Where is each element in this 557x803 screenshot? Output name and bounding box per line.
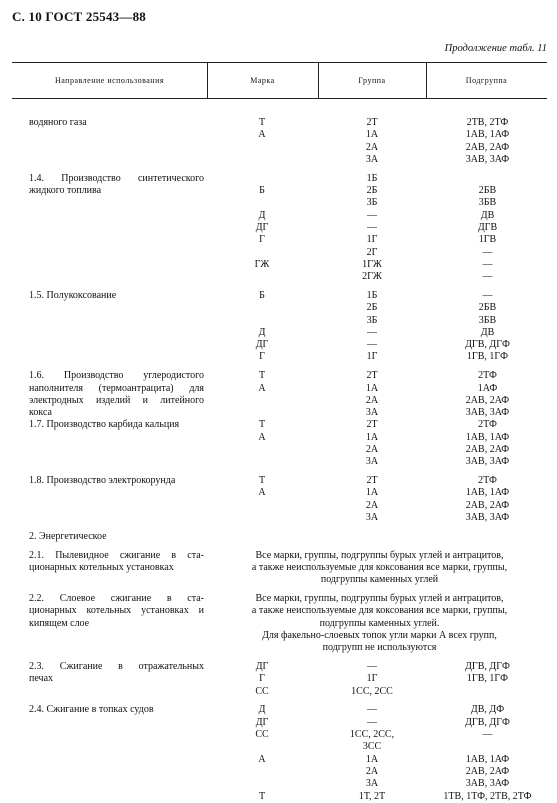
marka-cell: ДГ (255, 221, 269, 233)
usage-cell: 1.7. Производство карбида кальция (29, 419, 180, 431)
usage-cell: 2.1. Пылевидное сжигание в ста- (29, 549, 204, 561)
table-row (12, 444, 547, 456)
usage-cell: 2. Энергетическое (29, 530, 107, 542)
table-row (12, 791, 547, 803)
podgruppa-cell: 1АВ, 1АФ (465, 129, 510, 141)
marka-cell: А (258, 129, 266, 141)
table-row (12, 370, 547, 382)
marka-cell: ДГ (255, 661, 269, 672)
marka-cell: Б (259, 185, 265, 196)
table-row (12, 456, 547, 468)
podgruppa-cell: 3БВ (478, 197, 497, 209)
table-row (12, 129, 547, 141)
marka-cell: Т (258, 117, 266, 128)
podgruppa-cell: 3АВ, 3АФ (465, 153, 510, 165)
table-row (12, 173, 547, 185)
table-row (12, 475, 547, 487)
marka-cell: Г (259, 234, 265, 246)
table-row (12, 222, 547, 234)
table-row (12, 531, 547, 543)
table-row (12, 741, 547, 753)
gruppa-cell: — (367, 326, 377, 338)
gruppa-cell: 2Г (366, 246, 378, 258)
usage-cell: 1.4. Производство синтетического (29, 172, 204, 184)
podgruppa-cell: 1ГВ (478, 234, 497, 246)
podgruppa-cell: 2АВ, 2АФ (465, 444, 510, 455)
table-row (12, 117, 547, 129)
podgruppa-cell: 2АВ, 2АФ (465, 499, 510, 511)
usage-cell: наполнителя (термоантрацита) для (29, 382, 204, 394)
podgruppa-cell: 1АВ, 1АФ (465, 753, 510, 765)
usage-cell: 2.3. Сжигание в отражательных (29, 661, 204, 672)
usage-cell: 2.2. Слоевое сжигание в ста- (29, 593, 204, 604)
gruppa-cell: 1А (365, 129, 379, 141)
gruppa-cell: 3А (365, 456, 379, 468)
table-row (12, 290, 547, 302)
merged-cell: Все марки, группы, подгруппы бурых углей и антрацитов, (255, 549, 504, 561)
gruppa-cell: 1Б (366, 172, 378, 184)
podgruppa-cell: 3АВ, 3АФ (465, 407, 510, 419)
usage-cell: 1.5. Полукоксование (29, 289, 117, 301)
table-row (12, 197, 547, 209)
gruppa-cell: 1СС, 2СС, (349, 729, 395, 740)
table-row (12, 302, 547, 314)
table-row (12, 210, 547, 222)
podgruppa-cell: ДВ (480, 209, 495, 221)
marka-cell: Б (259, 289, 265, 301)
table-row (12, 339, 547, 351)
marka-cell: ДГ (255, 716, 269, 728)
usage-cell: кокса (29, 407, 52, 419)
podgruppa-cell: — (482, 246, 493, 258)
table-row (12, 550, 547, 562)
merged-cell: а также неиспользуемые для коксования все марки, группы, (251, 561, 508, 573)
usage-cell: электродных изделий и литейного (29, 394, 204, 406)
merged-cell: а также неиспользуемые для коксования все марки, группы, (251, 605, 508, 617)
gruppa-cell: 1ГЖ (362, 258, 382, 270)
gruppa-cell: 2А (365, 499, 379, 511)
marka-cell: А (258, 487, 266, 499)
podgruppa-cell: 1АВ, 1АФ (465, 431, 510, 443)
gruppa-cell: 1СС, 2СС (351, 685, 393, 697)
table-row (12, 407, 547, 419)
gruppa-cell: — (367, 704, 377, 716)
podgruppa-cell: 1ТВ, 1ТФ, 2ТВ, 2ТФ (443, 790, 532, 802)
gruppa-cell: 3А (365, 153, 379, 165)
marka-cell: Т (258, 790, 266, 802)
usage-cell: печах (29, 673, 54, 685)
podgruppa-cell: 2АВ, 2АФ (465, 765, 510, 777)
gruppa-cell: 2А (365, 141, 379, 153)
table-row (12, 419, 547, 431)
merged-cell: подгрупп не используются (322, 642, 437, 654)
usage-cell: жидкого топлива (29, 185, 102, 196)
gruppa-cell: 1Г (366, 234, 378, 246)
gruppa-cell: 1Т, 2Т (358, 790, 386, 802)
table-row (12, 500, 547, 512)
podgruppa-cell: ДВ (480, 326, 495, 338)
podgruppa-cell: 2ТФ (478, 370, 497, 382)
table-row (12, 351, 547, 363)
marka-cell: Т (258, 370, 266, 382)
gruppa-cell: — (367, 716, 377, 728)
podgruppa-cell: 1ГВ, 1ГФ (466, 351, 509, 363)
merged-cell: Все марки, группы, подгруппы бурых углей и антрацитов, (255, 593, 504, 604)
page-header: С. 10 ГОСТ 25543—88 (12, 9, 146, 24)
marka-cell: СС (255, 685, 269, 697)
gruppa-cell: 1Б (366, 289, 378, 301)
table-row (12, 661, 547, 673)
gruppa-cell: 2Б (366, 302, 378, 314)
podgruppa-cell: 1АВ, 1АФ (465, 487, 510, 499)
table-row (12, 142, 547, 154)
podgruppa-cell: ДГВ (477, 221, 498, 233)
marka-cell: А (258, 431, 266, 443)
table-row (12, 618, 547, 630)
merged-cell: подгруппы каменных углей (320, 574, 439, 586)
gruppa-cell: 1Г (366, 351, 378, 363)
table-row (12, 778, 547, 790)
podgruppa-cell: — (482, 289, 493, 301)
marka-cell: Г (259, 351, 265, 363)
table-row (12, 487, 547, 499)
gruppa-cell: 3Б (366, 197, 378, 209)
podgruppa-cell: — (482, 271, 493, 283)
gruppa-cell: — (367, 661, 377, 672)
usage-cell: кипящем слое (29, 617, 90, 629)
table-row (12, 383, 547, 395)
merged-cell: Для факельно-слоевых топок угли марки А всех групп, (262, 629, 497, 641)
table-row (12, 185, 547, 197)
table-row (12, 327, 547, 339)
podgruppa-cell: 3БВ (478, 314, 497, 326)
table-row (12, 259, 547, 271)
table-row (12, 766, 547, 778)
table-row (12, 154, 547, 166)
podgruppa-cell: 2ТВ, 2ТФ (466, 117, 509, 128)
table-row (12, 729, 547, 741)
gruppa-cell: 1Г (366, 673, 378, 685)
column-header-gruppa: Группа (358, 75, 386, 85)
gruppa-cell: 2Т (366, 117, 378, 128)
marka-cell: Д (258, 209, 266, 221)
gruppa-cell: 2ГЖ (362, 271, 382, 283)
gruppa-cell: 2А (365, 394, 379, 406)
gruppa-cell: 2Т (366, 475, 378, 487)
marka-cell: СС (255, 729, 269, 740)
table-continuation-label: Продолжение табл. 11 (444, 43, 547, 54)
table-row (12, 704, 547, 716)
table-row (12, 432, 547, 444)
podgruppa-cell: — (482, 729, 493, 740)
gruppa-cell: 2Б (366, 185, 378, 196)
table-row (12, 593, 547, 605)
gruppa-cell: 2А (365, 765, 379, 777)
gruppa-cell: — (367, 209, 377, 221)
usage-cell: ционарных котельных установках и (29, 605, 204, 617)
podgruppa-cell: 2АВ, 2АФ (465, 141, 510, 153)
table-row (12, 574, 547, 586)
table-row (12, 605, 547, 617)
table-row (12, 562, 547, 574)
podgruppa-cell: 2ТФ (478, 475, 497, 487)
gruppa-cell: 1А (365, 382, 379, 394)
table-row (12, 315, 547, 327)
gruppa-cell: — (367, 339, 377, 351)
marka-cell: Т (258, 419, 266, 431)
marka-cell: Д (258, 704, 266, 716)
marka-cell: А (258, 753, 266, 765)
usage-cell: 1.6. Производство углеродистого (29, 370, 204, 382)
podgruppa-cell: — (482, 258, 493, 270)
podgruppa-cell: 2БВ (478, 185, 497, 196)
podgruppa-cell: 2АВ, 2АФ (465, 394, 510, 406)
table-row (12, 512, 547, 524)
gruppa-cell: 1А (365, 487, 379, 499)
gruppa-cell: 3Б (366, 314, 378, 326)
gruppa-cell: 2Т (366, 370, 378, 382)
table-row (12, 717, 547, 729)
table-row (12, 686, 547, 698)
marka-cell: Д (258, 326, 266, 338)
usage-cell: 2.4. Сжигание в топках судов (29, 704, 154, 716)
marka-cell: А (258, 382, 266, 394)
table-row (12, 247, 547, 259)
podgruppa-cell: ДГВ, ДГФ (465, 339, 510, 351)
podgruppa-cell: 1ГВ, 1ГФ (466, 673, 509, 685)
gruppa-cell: 2Т (366, 419, 378, 431)
table-row (12, 271, 547, 283)
table-row (12, 673, 547, 685)
table-row (12, 395, 547, 407)
gruppa-cell: 3СС (362, 741, 382, 753)
gruppa-cell: — (367, 221, 377, 233)
usage-cell: ционарных котельных установках (29, 561, 174, 573)
gruppa-cell: 1А (365, 431, 379, 443)
marka-cell: Т (258, 475, 266, 487)
usage-cell: 1.8. Производство электрокорунда (29, 475, 176, 487)
podgruppa-cell: ДГВ, ДГФ (465, 716, 510, 728)
gruppa-cell: 3А (365, 407, 379, 419)
usage-cell: водяного газа (29, 117, 87, 128)
gruppa-cell: 3А (365, 512, 379, 523)
gruppa-cell: 1А (365, 753, 379, 765)
podgruppa-cell: ДГВ, ДГФ (465, 661, 510, 672)
podgruppa-cell: 3АВ, 3АФ (465, 778, 510, 790)
marka-cell: Г (259, 673, 265, 685)
marka-cell: ДГ (255, 339, 269, 351)
podgruppa-cell: 3АВ, 3АФ (465, 456, 510, 468)
podgruppa-cell: 1АФ (477, 382, 498, 394)
podgruppa-cell: 2БВ (478, 302, 497, 314)
podgruppa-cell: 3АВ, 3АФ (465, 512, 510, 523)
podgruppa-cell: 2ТФ (478, 419, 497, 431)
table-row (12, 234, 547, 246)
podgruppa-cell: ДВ, ДФ (470, 704, 505, 716)
table-row (12, 754, 547, 766)
column-header-podgruppa: Подгруппа (465, 75, 508, 85)
gruppa-cell: 3А (365, 778, 379, 790)
gruppa-cell: 2А (365, 444, 379, 455)
merged-cell: подгруппы каменных углей. (319, 617, 440, 629)
column-header-usage: Направление использования (54, 75, 165, 85)
table-row (12, 642, 547, 654)
marka-cell: ГЖ (254, 258, 270, 270)
table-row (12, 630, 547, 642)
column-header-marka: Марка (250, 75, 275, 85)
